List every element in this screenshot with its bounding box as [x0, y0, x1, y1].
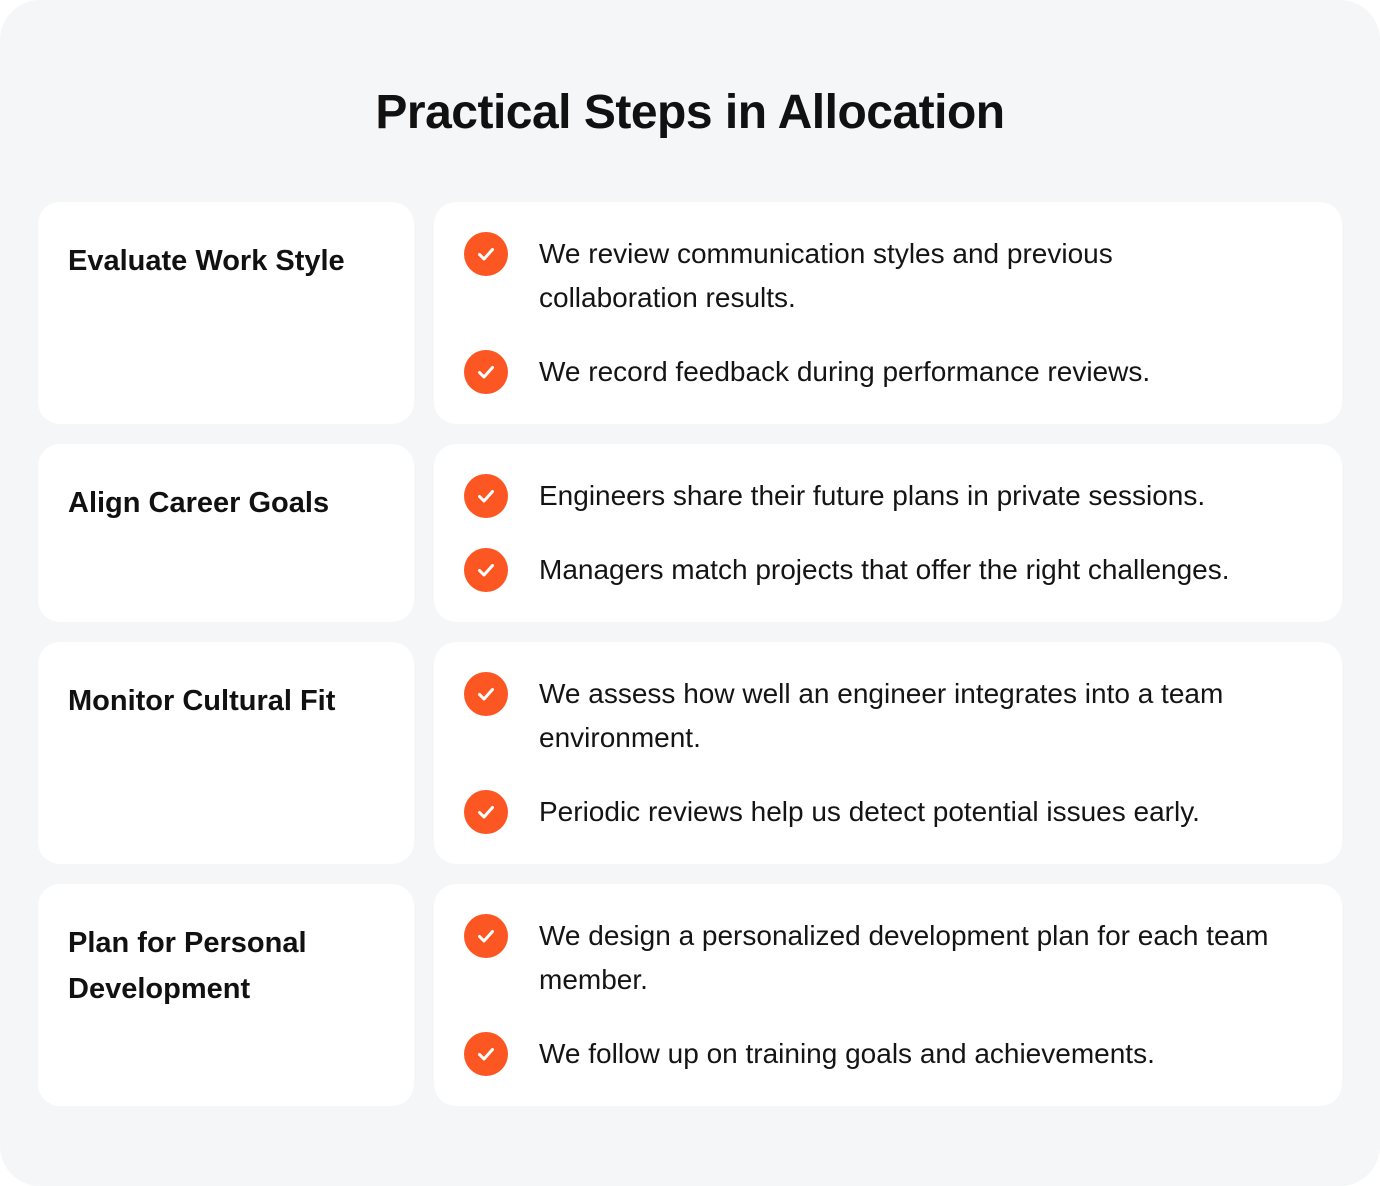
- step-label: Plan for Personal Development: [68, 927, 307, 1005]
- list-item: [464, 790, 1312, 834]
- step-label-card: [38, 884, 414, 1106]
- list-item: [464, 474, 1312, 518]
- checkmark-icon: [464, 914, 508, 958]
- step-row-monitor-cultural-fit: [38, 642, 1342, 864]
- steps-list: [38, 202, 1342, 1126]
- step-label: Evaluate Work Style: [68, 245, 345, 277]
- list-item: [464, 1032, 1312, 1076]
- step-label: Monitor Cultural Fit: [68, 685, 336, 717]
- list-item-text: We review communication styles and previous collaboration results.: [539, 238, 1113, 313]
- step-items-card: [434, 444, 1342, 622]
- step-row-evaluate-work-style: [38, 202, 1342, 424]
- step-items-card: [434, 884, 1342, 1106]
- step-row-plan-for-personal-development: [38, 884, 1342, 1106]
- checkmark-icon: [464, 1032, 508, 1076]
- checkmark-icon: [464, 232, 508, 276]
- step-label-card: [38, 202, 414, 424]
- step-label: Align Career Goals: [68, 487, 330, 519]
- step-items-card: [434, 642, 1342, 864]
- checkmark-icon: [464, 672, 508, 716]
- step-items-card: [434, 202, 1342, 424]
- list-item-text: We follow up on training goals and achievements.: [539, 1038, 1155, 1069]
- list-item-text: We record feedback during performance reviews.: [539, 356, 1151, 387]
- list-item: [464, 548, 1312, 592]
- list-item: [464, 232, 1312, 320]
- checkmark-icon: [464, 350, 508, 394]
- list-item-text: Engineers share their future plans in private sessions.: [539, 480, 1206, 511]
- checkmark-icon: [464, 790, 508, 834]
- list-item-text: Managers match projects that offer the right challenges.: [539, 554, 1230, 585]
- list-item: [464, 914, 1312, 1002]
- step-label-card: [38, 444, 414, 622]
- step-label-card: [38, 642, 414, 864]
- list-item: [464, 672, 1312, 760]
- list-item-text: We assess how well an engineer integrates into a team environment.: [539, 678, 1224, 753]
- list-item-text: Periodic reviews help us detect potential issues early.: [539, 796, 1200, 827]
- checkmark-icon: [464, 474, 508, 518]
- checkmark-icon: [464, 548, 508, 592]
- step-row-align-career-goals: [38, 444, 1342, 622]
- list-item-text: We design a personalized development plan for each team member.: [539, 920, 1269, 995]
- page-title: Practical Steps in Allocation: [375, 86, 1005, 139]
- list-item: [464, 350, 1312, 394]
